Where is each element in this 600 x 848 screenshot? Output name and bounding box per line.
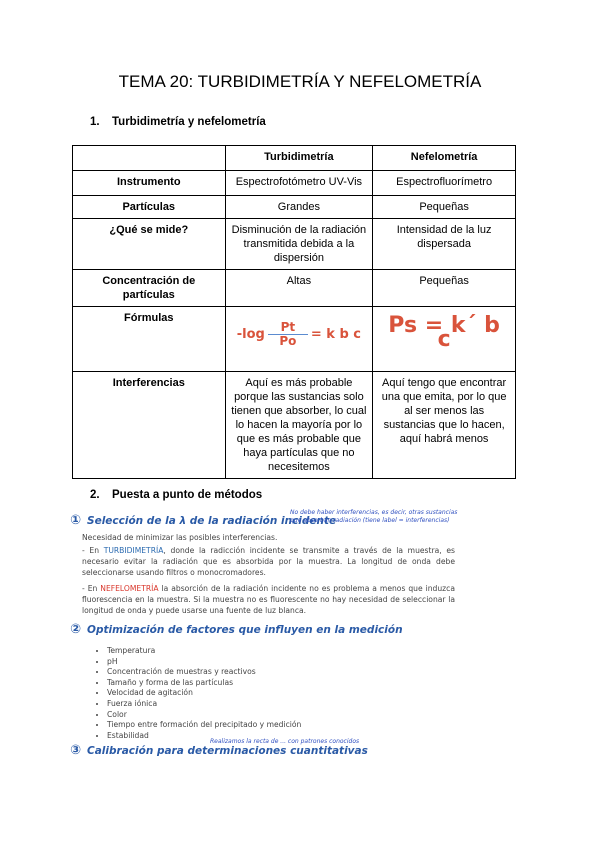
slide-heading-2: ② Optimización de factores que influyen en la medición xyxy=(70,622,403,637)
slide-paragraph-turbidimetry: - En TURBIDIMETRÍA, donde la radicción incidente se transmite a través de la muestra, es necesario evitar la radiación que es absorbida por la muestra. La longitud de onda debe seleccionarse usando filtros o monocromadores. xyxy=(82,546,455,577)
table-row: Fórmulas -log $\frac{Pt}{Po}$ = k b c Ps = k´ b c xyxy=(73,307,516,372)
slide-heading-1: ① Selección de la λ de la radiación incidente xyxy=(70,513,337,528)
page-title: TEMA 20: TURBIDIMETRÍA Y NEFELOMETRÍA xyxy=(118,72,482,91)
table-header-row: Turbidimetría Nefelometría xyxy=(73,146,516,171)
handwritten-note: No debe haber interferencias, es decir, otras sustancias que absorban radiación (tiene label = interferencias) xyxy=(290,509,458,524)
comparison-table xyxy=(72,145,516,479)
slide-heading-3: ③ Calibración para determinaciones cuantitativas xyxy=(70,743,368,758)
table-row: ¿Qué se mide? Disminución de la radiación transmitida debida a la dispersión Intensidad de la luz dispersada xyxy=(73,219,516,270)
section-heading-2: 2. Puesta a punto de métodos xyxy=(90,489,263,501)
slide-paragraph-nephelometry: - En NEFELOMETRÍA la absorción de la radiación incidente no es problema a menos que induzca fluorescencia en la muestra. Si la muestra no es fluorescente no hay necesidad de seleccionar la longitud de onda y puede usarse una fuente de luz blanca. xyxy=(82,584,455,615)
table-row: Instrumento Espectrofotómetro UV-Vis Espectrofluorímetro xyxy=(73,171,516,196)
table-row: Interferencias Aquí es más probable porque las sustancias solo tienen que absorber, lo cual lo hacen la mayoría por lo que es más probable que haya partículas que no necesitemos Aquí tengo que encontrar una que emita, por lo que al ser menos las sustancias que lo hacen, aquí habrá menos xyxy=(73,372,516,479)
factor-list: • Temperatura • pH • Concentración de muestras y reactivos • Tamaño y forma de las partículas • Velocidad de agitación • Fuerza iónica • Color • Tiempo entre formación del precipitado y medición • Estabilidad xyxy=(95,646,301,741)
slide-image xyxy=(65,505,458,758)
section-heading-1: 1. Turbidimetría y nefelometría xyxy=(90,116,266,128)
handwritten-note: Realizamos la recta de ... con patrones conocidos xyxy=(210,738,360,745)
table-row: Partículas Grandes Pequeñas xyxy=(73,196,516,219)
table-row: Concentración de partículas Altas Pequeñas xyxy=(73,270,516,307)
slide-text: Necesidad de minimizar las posibles interferencias. xyxy=(82,533,278,542)
formula-turbidimetry: -log $\frac{Pt}{Po}$ = k b c xyxy=(225,307,373,372)
formula-nephelometry: Ps = k´ b c xyxy=(373,307,516,372)
